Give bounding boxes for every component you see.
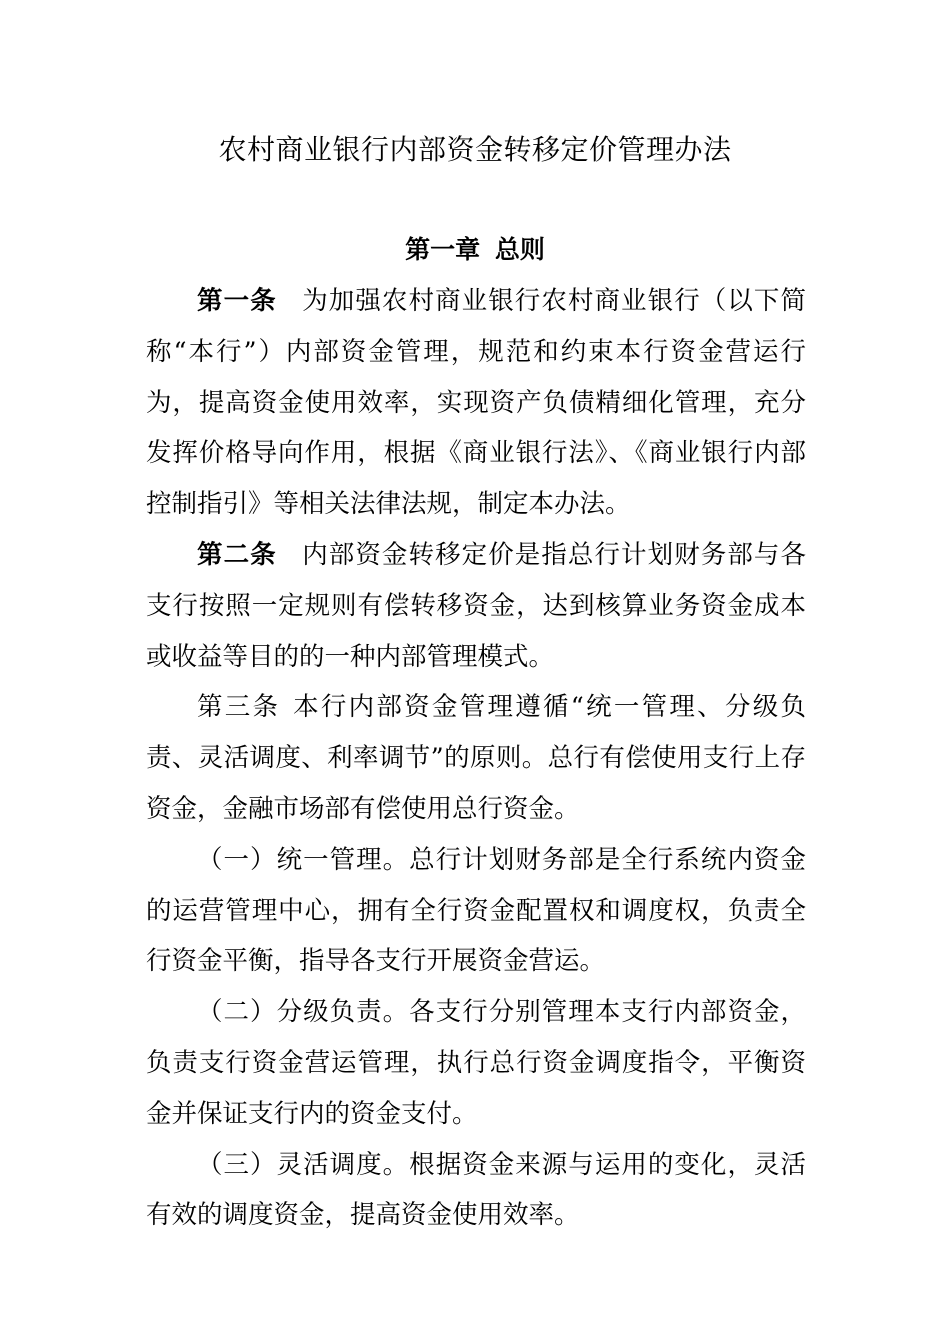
list-item: （三）灵活调度。根据资金来源与运用的变化，灵活有效的调度资金，提高资金使用效率。	[146, 1149, 806, 1231]
document-title: 农村商业银行内部资金转移定价管理办法	[218, 133, 732, 166]
article-text: 内部资金转移定价是指总行计划财务部与各支行按照一定规则有偿转移资金，达到核算业务资金成本或收益等目的的一种内部管理模式。	[146, 539, 806, 672]
article-label: 第三条	[197, 692, 281, 723]
chapter-heading: 第一章 总则	[405, 235, 545, 264]
article-label: 第一条	[197, 286, 277, 316]
article-label: 第二条	[197, 539, 277, 570]
article-1	[146, 276, 806, 530]
article-2	[146, 530, 806, 682]
article-text: 为加强农村商业银行农村商业银行（以下简称“本行”）内部资金管理，规范和约束本行资金营运行为，提高资金使用效率，实现资产负债精细化管理，充分发挥价格导向作用，根据《商业银行法》、《商业银行内部控制指引》等相关法律法规，制定本办法。	[146, 286, 806, 520]
list-item: （一）统一管理。总行计划财务部是全行系统内资金的运营管理中心，拥有全行资金配置权和调度权，负责全行资金平衡，指导各支行开展资金营运。	[146, 844, 806, 977]
article-3	[146, 682, 806, 834]
article-text: 本行内部资金管理遵循“统一管理、分级负责、灵活调度、利率调节”的原则。总行有偿使用支行上存资金，金融市场部有偿使用总行资金。	[146, 692, 806, 824]
list-item: （二）分级负责。各支行分别管理本支行内部资金，负责支行资金营运管理，执行总行资金调度指令，平衡资金并保证支行内的资金支付。	[146, 997, 806, 1129]
document-body	[146, 276, 806, 1241]
